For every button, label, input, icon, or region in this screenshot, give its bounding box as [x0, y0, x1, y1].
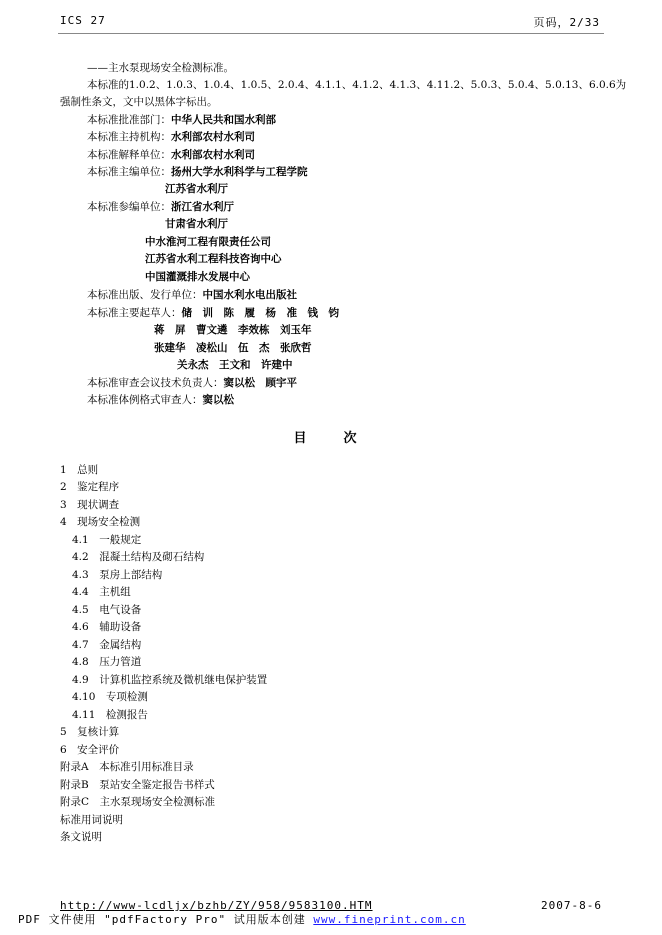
toc-item: 附录B 泵站安全鉴定报告书样式 [60, 779, 215, 791]
drafter-label: 本标准主要起草人： [87, 307, 182, 319]
drafter-line-2: 蒋 屏 曹文遴 李效栋 刘玉年 [154, 324, 312, 336]
part-value-1: 浙江省水利厅 [171, 201, 234, 213]
intro-line-3: 强制性条文，文中以黑体字标出。 [60, 96, 218, 108]
pdf-watermark-text: PDF 文件使用 "pdfFactory Pro" 试用版本创建 [18, 913, 314, 926]
toc-item: 附录C 主水泵现场安全检测标准 [60, 796, 216, 808]
toc-item: 4 现场安全检测 [60, 516, 141, 528]
approve-label: 本标准批准部门： [87, 114, 171, 126]
footer-date: 2007-8-6 [541, 899, 602, 912]
part-value-2: 甘肃省水利厅 [165, 218, 228, 230]
toc-title: 目 次 [293, 431, 369, 446]
part-label: 本标准参编单位： [87, 201, 171, 213]
chief-row [87, 165, 308, 179]
toc-item: 4.5 电气设备 [72, 604, 142, 616]
fineprint-link[interactable]: www.fineprint.com.cn [313, 913, 466, 926]
toc-item: 标准用词说明 [60, 814, 123, 826]
host-value: 水利部农村水利司 [171, 131, 255, 143]
approve-row [87, 113, 276, 127]
publish-row [87, 288, 297, 302]
drafter-line-3: 张建华 凌松山 伍 杰 张欣哲 [154, 342, 312, 354]
interpret-row [87, 148, 255, 162]
toc-item: 4.7 金属结构 [72, 639, 142, 651]
chief-label: 本标准主编单位： [87, 166, 171, 178]
interpret-value: 水利部农村水利司 [171, 149, 255, 161]
drafter-line-4: 关永杰 王文和 许建中 [177, 359, 293, 371]
format-row [87, 393, 234, 407]
toc-item: 4.4 主机组 [72, 586, 131, 598]
chief-value-2: 江苏省水利厅 [165, 183, 228, 195]
part-value-4: 江苏省水利工程科技咨询中心 [145, 253, 282, 265]
format-label: 本标准体例格式审查人： [87, 394, 203, 406]
toc-item: 2 鉴定程序 [60, 481, 120, 493]
toc-item: 4.11 检测报告 [72, 709, 148, 721]
publish-label: 本标准出版、发行单位： [87, 289, 203, 301]
toc-item: 条文说明 [60, 831, 102, 843]
host-row [87, 130, 255, 144]
header-rule [58, 33, 604, 34]
toc-item: 5 复核计算 [60, 726, 120, 738]
toc-item: 3 现状调查 [60, 499, 120, 511]
toc-item: 6 安全评价 [60, 744, 120, 756]
review-value: 窦以松 顾宇平 [223, 377, 297, 389]
part-row [87, 200, 234, 214]
header-page-number: 页码，2/33 [533, 16, 600, 29]
approve-value: 中华人民共和国水利部 [171, 114, 276, 126]
toc-item: 4.3 泵房上部结构 [72, 569, 163, 581]
drafter-row [87, 306, 339, 320]
format-value: 窦以松 [202, 394, 234, 406]
toc-item: 4.9 计算机监控系统及微机继电保护装置 [72, 674, 268, 686]
intro-line-1: ——主水泵现场安全检测标准。 [87, 62, 234, 74]
review-label: 本标准审查会议技术负责人： [87, 377, 224, 389]
chief-value-1: 扬州大学水利科学与工程学院 [171, 166, 308, 178]
toc-item: 4.8 压力管道 [72, 656, 142, 668]
toc-item: 4.1 一般规定 [72, 534, 142, 546]
pdf-watermark-line [18, 911, 466, 927]
toc-item: 4.6 辅助设备 [72, 621, 142, 633]
part-value-3: 中水淮河工程有限责任公司 [145, 236, 271, 248]
review-row [87, 376, 297, 390]
toc-item: 4.10 专项检测 [72, 691, 148, 703]
footer-url[interactable]: http://www-lcdljx/bzhb/ZY/958/9583100.HTM [60, 899, 373, 912]
toc-item: 4.2 混凝土结构及砌石结构 [72, 551, 205, 563]
publish-value: 中国水利水电出版社 [202, 289, 297, 301]
toc-item: 1 总则 [60, 464, 99, 476]
intro-line-2: 本标准的1.0.2、1.0.3、1.0.4、1.0.5、2.0.4、4.1.1、4.1.2、4.1.3、4.11.2、5.0.3、5.0.4、5.0.13、6.0.6为 [87, 79, 627, 91]
interpret-label: 本标准解释单位： [87, 149, 171, 161]
toc-item: 附录A 本标准引用标准目录 [60, 761, 194, 773]
header-ics-code: ICS 27 [60, 14, 106, 27]
part-value-5: 中国灌溉排水发展中心 [145, 271, 250, 283]
drafter-line-1: 储 训 陈 履 杨 准 钱 钧 [181, 307, 339, 319]
host-label: 本标准主持机构： [87, 131, 171, 143]
